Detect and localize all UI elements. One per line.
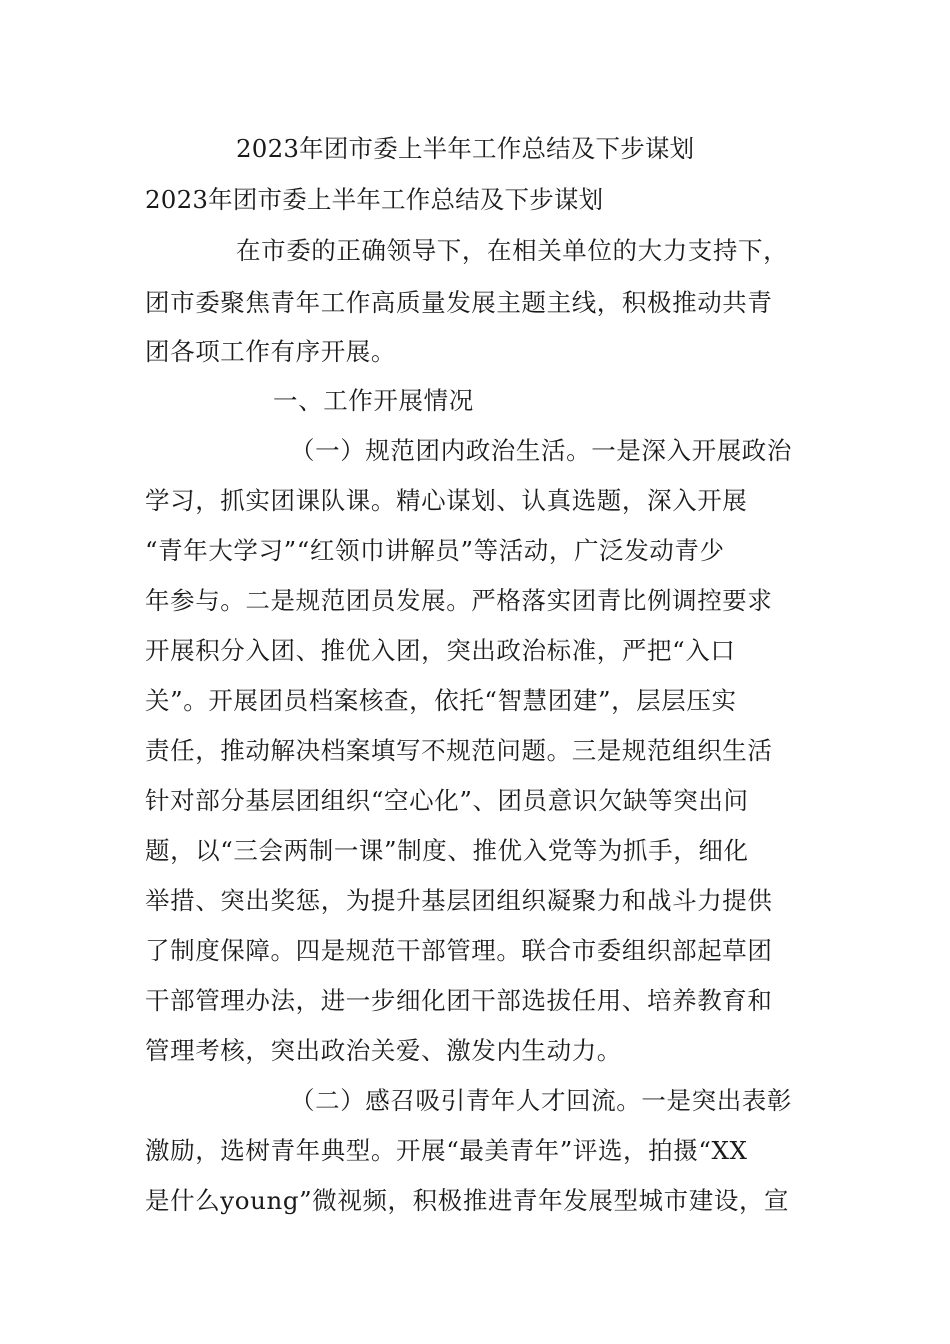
section-heading: 一、工作开展情况 [273,386,474,415]
paragraph-line: 年参与。二是规范团员发展。严格落实团青比例调控要求 [145,586,773,615]
paragraph-line: 举措、突出奖惩，为提升基层团组织凝聚力和战斗力提供 [145,886,773,915]
paragraph-line: 管理考核，突出政治关爱、激发内生动力。 [145,1036,622,1065]
paragraph-line: 开展积分入团、推优入团，突出政治标准，严把“入口 [145,636,736,665]
paragraph-line: 团各项工作有序开展。 [145,337,396,366]
document-subtitle: 2023年团市委上半年工作总结及下步谋划 [145,185,604,214]
paragraph-line: 激励，选树青年典型。开展“最美青年”评选，拍摄“XX [145,1136,748,1165]
paragraph-line: 是什么young”微视频，积极推进青年发展型城市建设，宣 [145,1186,790,1215]
subsection-heading-line: （二）感召吸引青年人才回流。一是突出表彰 [290,1086,792,1115]
document-title: 2023年团市委上半年工作总结及下步谋划 [236,134,695,163]
paragraph-line: 团市委聚焦青年工作高质量发展主题主线，积极推动共青 [145,288,773,317]
paragraph-line: 题，以“三会两制一课”制度、推优入党等为抓手，细化 [145,836,749,865]
paragraph-line: 干部管理办法，进一步细化团干部选拔任用、培养教育和 [145,986,773,1015]
paragraph-line: “青年大学习”“红领巾讲解员”等活动，广泛发动青少 [145,536,725,565]
subsection-heading-line: （一）规范团内政治生活。一是深入开展政治 [290,436,792,465]
paragraph-line: 在市委的正确领导下，在相关单位的大力支持下， [236,236,789,265]
paragraph-line: 针对部分基层团组织“空心化”、团员意识欠缺等突出问 [145,786,749,815]
paragraph-line: 学习，抓实团课队课。精心谋划、认真选题，深入开展 [145,486,748,515]
paragraph-line: 了制度保障。四是规范干部管理。联合市委组织部起草团 [145,936,773,965]
paragraph-line: 责任，推动解决档案填写不规范问题。三是规范组织生活 [145,736,773,765]
paragraph-line: 关”。开展团员档案核查，依托“智慧团建”，层层压实 [145,686,737,715]
